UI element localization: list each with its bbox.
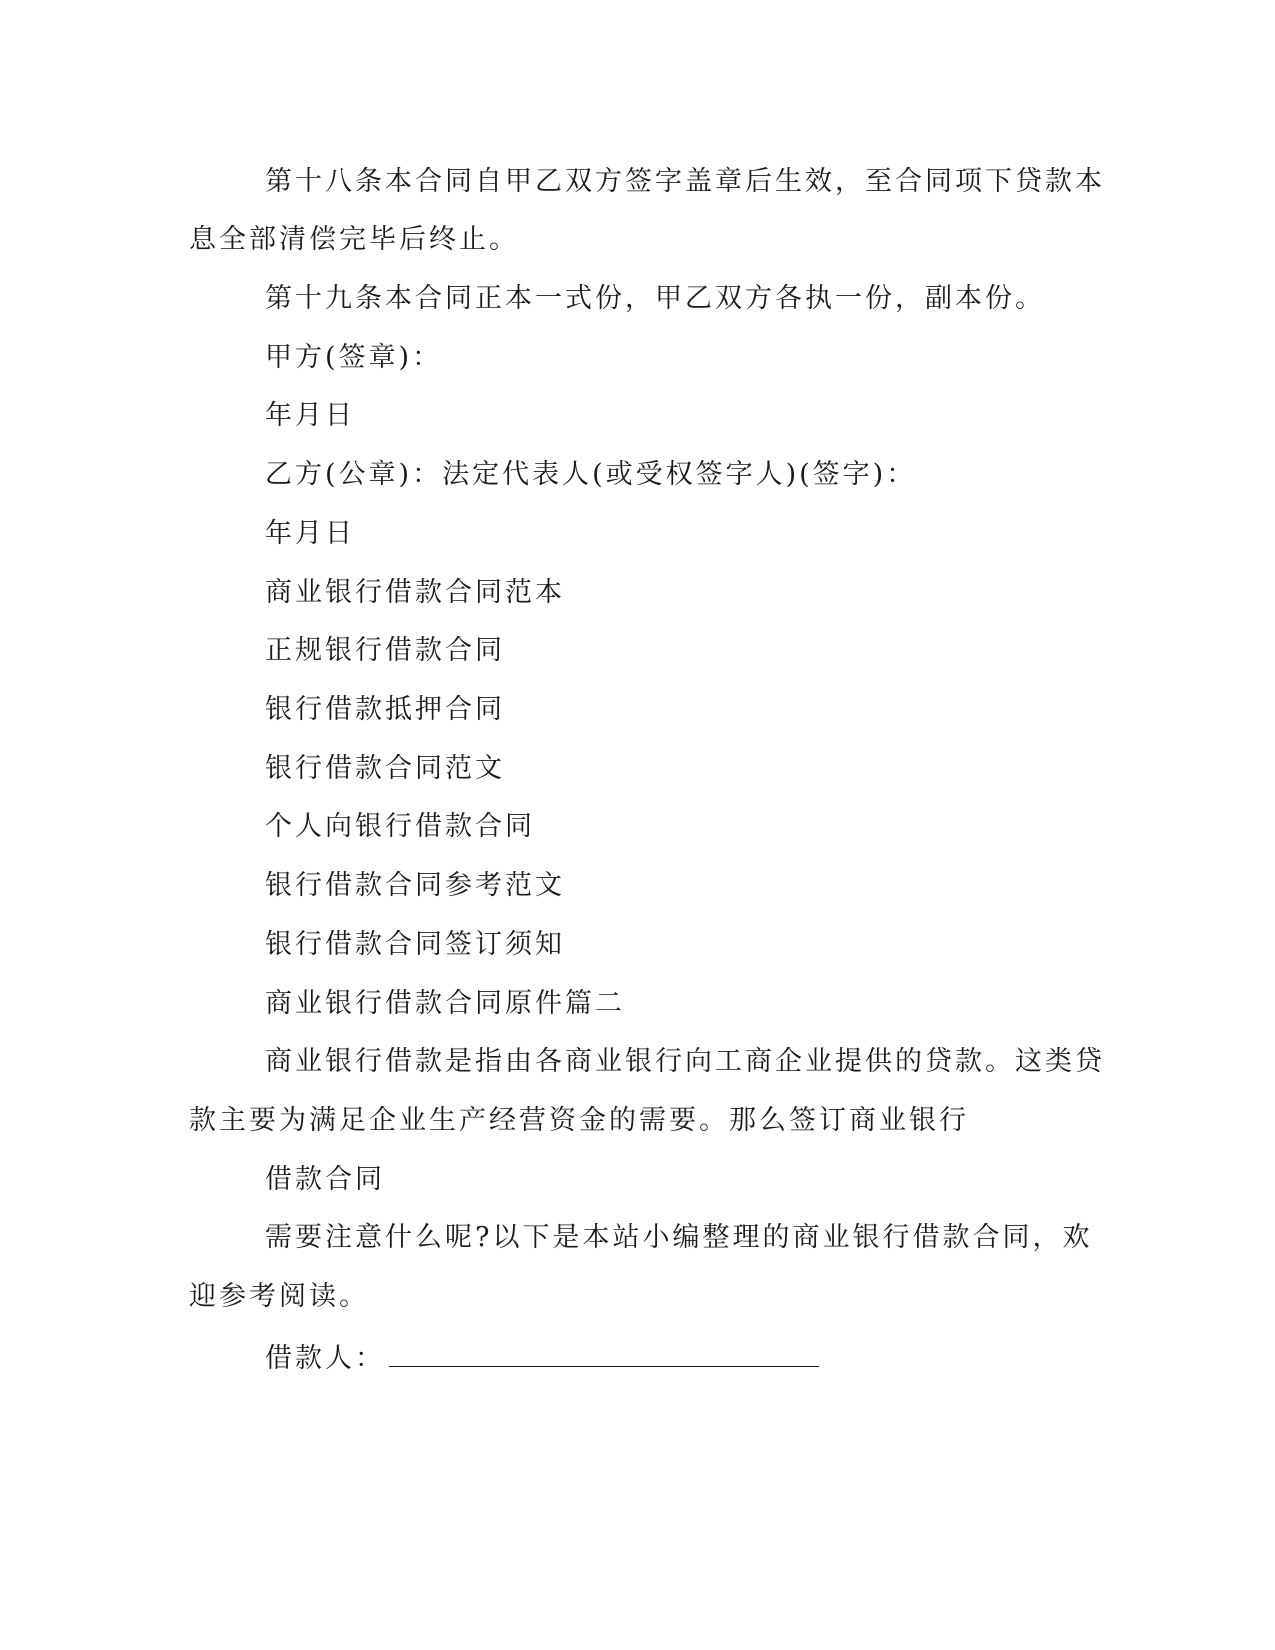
related-link[interactable]: 银行借款合同参考范文	[265, 870, 565, 901]
section-title: 商业银行借款合同原件篇二	[265, 988, 625, 1019]
article-18-line-2: 息全部清偿完毕后终止。	[189, 224, 519, 255]
related-link[interactable]: 正规银行借款合同	[265, 635, 505, 666]
intro-line-4: 需要注意什么呢?以下是本站小编整理的商业银行借款合同，欢	[265, 1222, 1093, 1253]
borrower-field	[265, 1342, 819, 1372]
article-19: 第十九条本合同正本一式份，甲乙双方各执一份，副本份。	[265, 283, 1045, 314]
related-link[interactable]: 商业银行借款合同范本	[265, 577, 565, 608]
borrower-label: 借款人：	[265, 1343, 385, 1374]
party-b-signature: 乙方(公章)：法定代表人(或受权签字人)(签字)：	[265, 459, 917, 490]
related-link[interactable]: 银行借款抵押合同	[265, 694, 505, 725]
related-link[interactable]: 个人向银行借款合同	[265, 811, 535, 842]
intro-line-2: 款主要为满足企业生产经营资金的需要。那么签订商业银行	[189, 1105, 969, 1136]
intro-line-1: 商业银行借款是指由各商业银行向工商企业提供的贷款。这类贷	[265, 1046, 1105, 1077]
article-18-line-1: 第十八条本合同自甲乙双方签字盖章后生效，至合同项下贷款本	[265, 166, 1105, 197]
date-line: 年月日	[265, 400, 355, 431]
related-link[interactable]: 银行借款合同范文	[265, 753, 505, 784]
date-line: 年月日	[265, 518, 355, 549]
party-a-signature: 甲方(签章)：	[265, 342, 443, 373]
intro-line-5: 迎参考阅读。	[189, 1281, 369, 1312]
borrower-blank-line[interactable]	[389, 1342, 819, 1367]
related-link[interactable]: 银行借款合同签订须知	[265, 929, 565, 960]
intro-line-3: 借款合同	[265, 1164, 385, 1195]
